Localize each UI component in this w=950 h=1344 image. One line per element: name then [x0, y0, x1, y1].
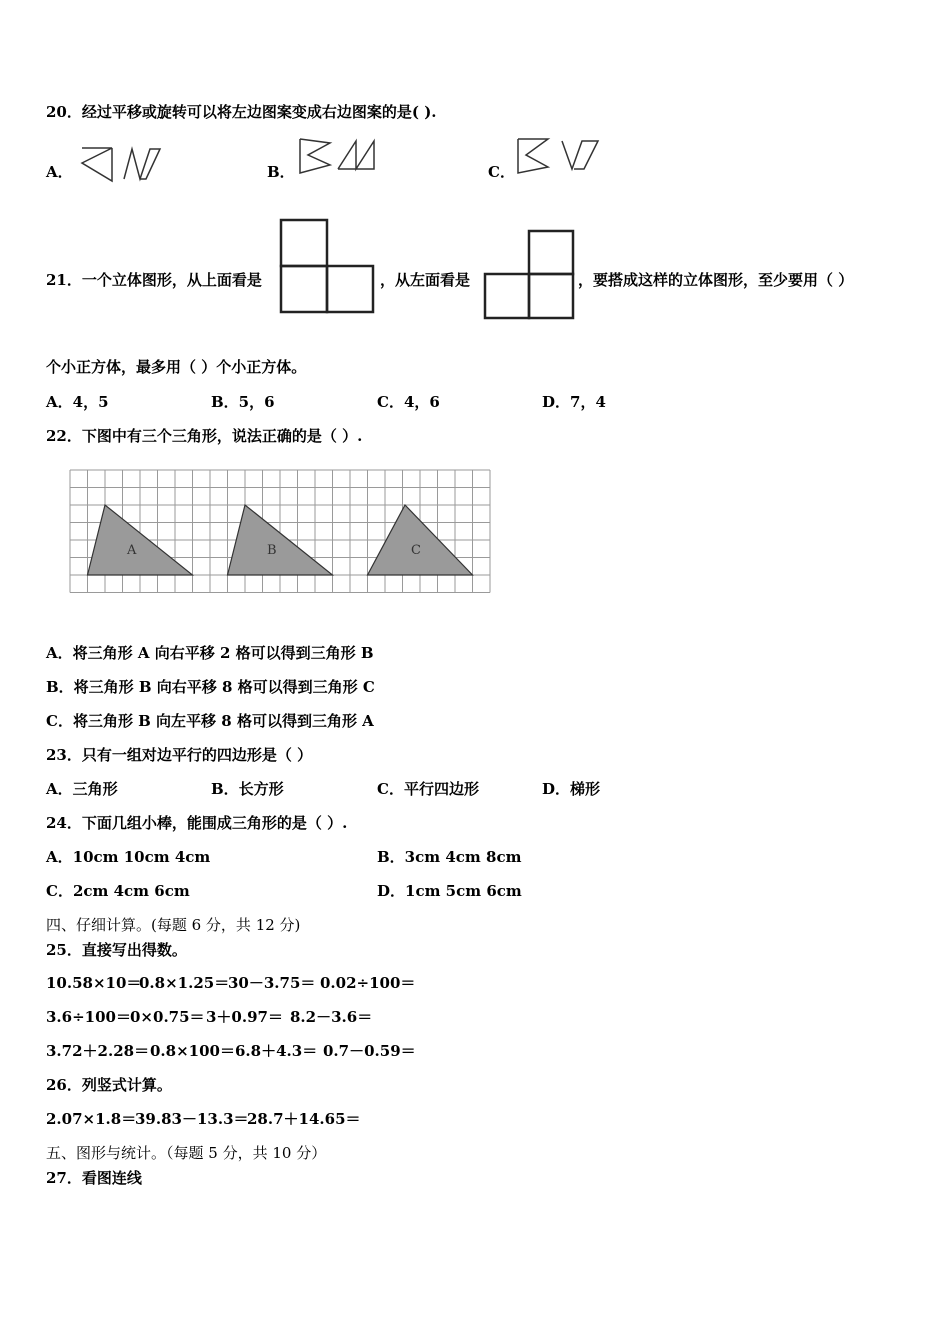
q20-option-c-figure	[516, 137, 601, 177]
q24-option-b[interactable]: B．3cm 4cm 8cm	[377, 848, 522, 866]
q21-stem-part2: ，从左面看是	[380, 271, 471, 289]
q26-item: 28.7＋14.65＝	[247, 1110, 361, 1128]
q21-option-d[interactable]: D．7，4	[542, 393, 606, 411]
q25-item: 0.02÷100＝	[320, 974, 416, 992]
q20-stem: 20．经过平移或旋转可以将左边图案变成右边图案的是( ).	[46, 103, 437, 121]
q23-option-b[interactable]: B．长方形	[211, 780, 284, 798]
section-4-title: 四、仔细计算。(每题 6 分，共 12 分)	[46, 916, 301, 934]
q21-option-b[interactable]: B．5，6	[211, 393, 275, 411]
q20-option-a-label[interactable]: A．	[46, 163, 73, 181]
q23-option-d[interactable]: D．梯形	[542, 780, 601, 798]
q20-option-b-label[interactable]: B．	[267, 163, 295, 181]
q20-option-a-figure	[80, 145, 165, 185]
q27-stem: 27．看图连线	[46, 1169, 142, 1187]
q21-left-view-figure	[485, 231, 577, 321]
q25-item: 0.8×1.25＝	[139, 974, 230, 992]
q25-item: 3.6÷100＝	[46, 1008, 131, 1026]
q24-option-d[interactable]: D．1cm 5cm 6cm	[377, 882, 522, 900]
section-5-title: 五、图形与统计。（每题 5 分，共 10 分）	[46, 1144, 327, 1162]
q20-option-b-figure	[298, 137, 378, 177]
q26-item: 39.83－13.3＝	[135, 1110, 249, 1128]
q22-option-c[interactable]: C．将三角形 B 向左平移 8 格可以得到三角形 A	[46, 712, 374, 730]
q21-option-a[interactable]: A．4，5	[46, 393, 109, 411]
q23-option-a[interactable]: A．三角形	[46, 780, 118, 798]
q24-option-a[interactable]: A．10cm 10cm 4cm	[46, 848, 211, 866]
q25-item: 10.58×10＝	[46, 974, 142, 992]
q21-top-view-figure	[281, 220, 375, 314]
q25-stem: 25．直接写出得数。	[46, 941, 187, 959]
q22-stem: 22．下图中有三个三角形，说法正确的是（ ）.	[46, 427, 363, 445]
q21-stem-line2: 个小正方体，最多用（ ）个小正方体。	[46, 358, 307, 376]
triangle-b-label: B	[267, 543, 277, 558]
q23-stem: 23．只有一组对边平行的四边形是（ ）	[46, 746, 313, 764]
q21-stem-part3: ，要搭成这样的立体图形，至少要用（ ）	[578, 271, 854, 289]
q25-item: 0.8×100＝	[150, 1042, 235, 1060]
q23-option-c[interactable]: C．平行四边形	[377, 780, 479, 798]
q21-option-c[interactable]: C．4，6	[377, 393, 440, 411]
q25-item: 0×0.75＝	[130, 1008, 205, 1026]
q25-item: 0.7－0.59＝	[323, 1042, 416, 1060]
q25-item: 3＋0.97＝	[206, 1008, 283, 1026]
q25-item: 6.8＋4.3＝	[235, 1042, 318, 1060]
q24-stem: 24．下面几组小棒，能围成三角形的是（ ）.	[46, 814, 348, 832]
q26-stem: 26．列竖式计算。	[46, 1076, 172, 1094]
q24-option-c[interactable]: C．2cm 4cm 6cm	[46, 882, 190, 900]
triangle-c-label: C	[411, 543, 421, 558]
q21-stem-part1: 21．一个立体图形，从上面看是	[46, 271, 262, 289]
q22-option-b[interactable]: B．将三角形 B 向右平移 8 格可以得到三角形 C	[46, 678, 375, 696]
q26-item: 2.07×1.8＝	[46, 1110, 137, 1128]
triangle-a-label: A	[127, 543, 137, 558]
q25-item: 8.2－3.6＝	[290, 1008, 373, 1026]
q25-item: 30－3.75＝	[228, 974, 316, 992]
q25-item: 3.72＋2.28＝	[46, 1042, 150, 1060]
q22-grid-figure	[70, 470, 494, 594]
q20-option-c-label[interactable]: C．	[488, 163, 515, 181]
q22-option-a[interactable]: A．将三角形 A 向右平移 2 格可以得到三角形 B	[46, 644, 374, 662]
